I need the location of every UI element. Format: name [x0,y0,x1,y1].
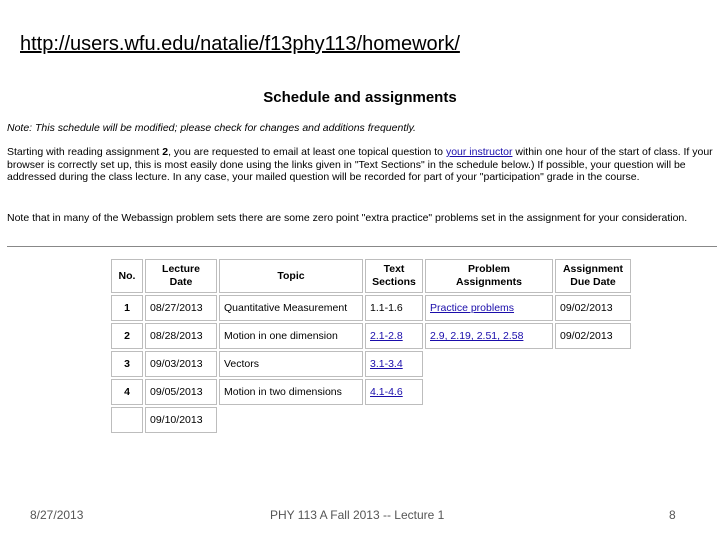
cell-text-sections: 1.1-1.6 [365,295,423,321]
cell-topic: Vectors [219,351,363,377]
instructor-email-link[interactable]: your instructor [445,146,513,158]
cell-text-sections [365,351,423,377]
header-lecture-date [145,259,217,293]
header-due-date-text: Assignment Due Date [562,263,624,288]
cell-problems [425,323,553,349]
cell-problems [425,379,553,405]
header-text-sections-text: Text Sections [372,263,416,288]
table-row [111,323,631,349]
cell-topic: Quantitative Measurement [219,295,363,321]
table-row [111,351,631,377]
cell-no: 1 [111,295,143,321]
email-instructions [7,146,717,184]
problems-link[interactable]: 2.9, 2.19, 2.51, 2.58 [430,330,524,342]
text-sections-link[interactable]: 3.1-3.4 [370,358,403,370]
cell-due [555,407,631,433]
webassign-note: Note that in many of the Webassign problem sets there are some zero point "extra practice" problems set in the assignment for your consideration. [7,212,688,224]
cell-text-sections [365,323,423,349]
cell-date: 09/05/2013 [145,379,217,405]
cell-no: 2 [111,323,143,349]
text-sections-link[interactable]: 4.1-4.6 [370,386,403,398]
page-heading: Schedule and assignments [263,89,457,106]
table-row [111,295,631,321]
cell-date: 09/03/2013 [145,351,217,377]
header-problem-assignments [425,259,553,293]
cell-due [555,351,631,377]
webpage-screenshot [0,82,720,426]
divider [7,246,717,247]
cell-date: 08/27/2013 [145,295,217,321]
cell-topic: Motion in two dimensions [219,379,363,405]
header-due-date [555,259,631,293]
cell-due: 09/02/2013 [555,323,631,349]
homework-url-link[interactable]: http://users.wfu.edu/natalie/f13phy113/homework/ [20,33,460,55]
para1-text-c: within one hour of the start of class. If your browser is correctly set up, this is most easily done using the links given in "Text Sections" in the schedule below.) If possible, your question will be addressed during the class lecture. In any case, your mailed question will be recorded for part of your "participation" grade in the course. [7,146,713,183]
cell-date: 09/10/2013 [145,407,217,433]
cell-problems [425,351,553,377]
para1-text-a: Starting with reading assignment [7,146,163,158]
header-no: No. [111,259,143,293]
cell-topic: Motion in one dimension [219,323,363,349]
cell-no: 4 [111,379,143,405]
cell-topic [219,407,363,433]
table-row [111,379,631,405]
header-topic: Topic [219,259,363,293]
cell-due [555,379,631,405]
cell-text-sections [365,379,423,405]
footer-date: 8/27/2013 [30,508,84,522]
footer-course: PHY 113 A Fall 2013 -- Lecture 1 [270,508,445,522]
header-problem-assignments-text: Problem Assignments [456,263,522,288]
table-row [111,407,631,433]
cell-problems [425,295,553,321]
cell-problems [425,407,553,433]
schedule-note: Note: This schedule will be modified; please check for changes and additions frequently. [7,122,416,134]
header-text-sections [365,259,423,293]
cell-no [111,407,143,433]
practice-problems-link[interactable]: Practice problems [430,302,515,314]
cell-date: 08/28/2013 [145,323,217,349]
cell-due: 09/02/2013 [555,295,631,321]
footer-page-number: 8 [669,508,676,522]
cell-text-sections [365,407,423,433]
header-lecture-date-text: Lecture Date [162,263,200,288]
para1-bold: 2 [162,146,169,158]
para1-text-b: , you are requested to email at least one topical question to [168,146,446,158]
schedule-table [109,257,633,435]
cell-no: 3 [111,351,143,377]
table-header-row [111,259,631,293]
text-sections-link[interactable]: 2.1-2.8 [370,330,403,342]
